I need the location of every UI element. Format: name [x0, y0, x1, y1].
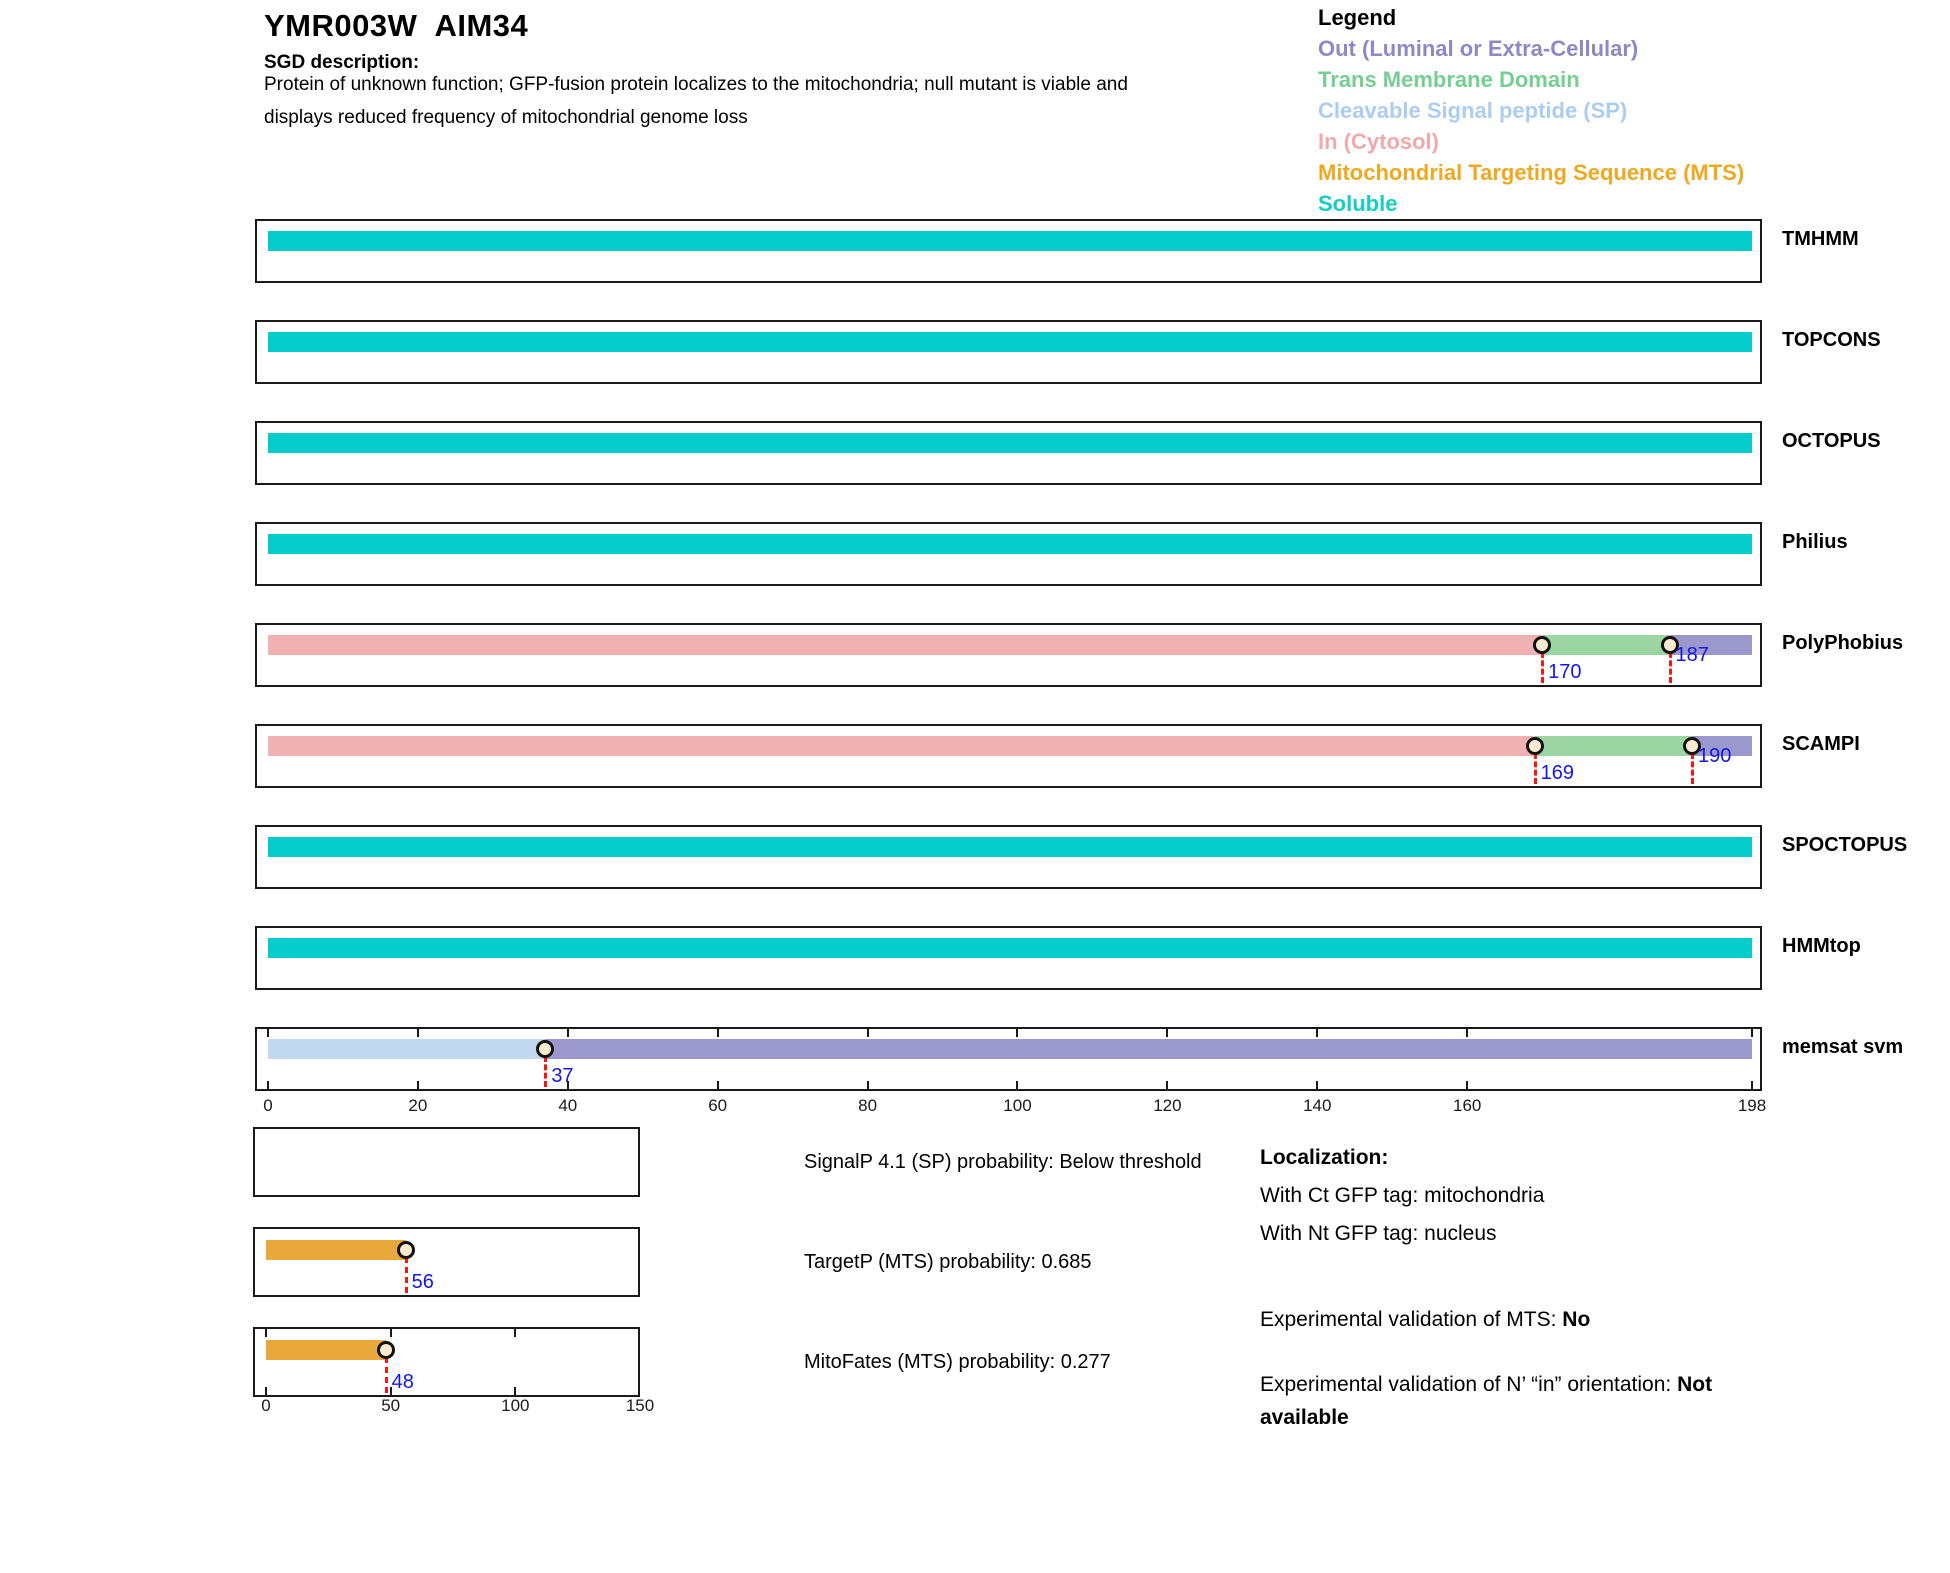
track-spoctopus-segment-soluble: [268, 837, 1752, 857]
mitofates-probability-label: MitoFates (MTS) probability: 0.277: [804, 1351, 1111, 1373]
track-box-octopus: [255, 421, 1762, 485]
track-hmmtop-segment-soluble: [268, 938, 1752, 958]
track-label-scampi: SCAMPI: [1782, 733, 1860, 755]
track-polyphobius-boundary-line: [1541, 652, 1544, 683]
mitofates-position-label: 48: [391, 1371, 414, 1393]
track-memsat-svm-axis-tick: [1751, 1029, 1753, 1037]
mitofates-axis-tick: [514, 1387, 516, 1395]
mitofates-bar: [266, 1340, 386, 1360]
legend-item-in-cytosol: In (Cytosol): [1318, 129, 1439, 154]
track-memsat-svm-axis-tick: [867, 1081, 869, 1089]
track-scampi-position-label: 169: [1540, 762, 1575, 784]
legend-item-signal-peptide: Cleavable Signal peptide (SP): [1318, 98, 1628, 123]
residue-axis-tick-label: 120: [1153, 1096, 1182, 1115]
mitofates-boundary-line: [385, 1357, 388, 1393]
track-memsat-svm-axis-tick: [1751, 1081, 1753, 1089]
track-label-topcons: TOPCONS: [1782, 329, 1881, 351]
track-polyphobius-boundary-line: [1669, 652, 1672, 683]
track-polyphobius-position-label: 187: [1675, 644, 1709, 666]
probability-axis-tick-label: 150: [625, 1396, 655, 1415]
track-label-spoctopus: SPOCTOPUS: [1782, 834, 1908, 856]
mitofates-axis-tick: [514, 1329, 516, 1337]
track-topcons-segment-soluble: [268, 332, 1752, 352]
mitofates-boundary-marker: [377, 1341, 395, 1359]
residue-axis-tick-label: 160: [1453, 1096, 1482, 1115]
track-box-memsat-svm: [255, 1027, 1762, 1091]
legend-item-out: Out (Luminal or Extra-Cellular): [1318, 36, 1639, 61]
track-label-tmhmm: TMHMM: [1782, 228, 1859, 250]
track-scampi-segment-tm: [1535, 736, 1692, 756]
targetp-boundary-marker: [397, 1241, 415, 1259]
track-polyphobius-segment-in: [268, 635, 1542, 655]
track-memsat-svm-axis-tick: [1016, 1029, 1018, 1037]
track-memsat-svm-axis-tick: [267, 1081, 269, 1089]
residue-axis-tick-label: 100: [1003, 1096, 1032, 1115]
orientation-validation-prefix: Experimental validation of N’ “in” orientation:: [1260, 1373, 1678, 1396]
targetp-box: [253, 1227, 640, 1297]
track-box-hmmtop: [255, 926, 1762, 990]
track-label-hmmtop: HMMtop: [1782, 935, 1861, 957]
residue-axis-tick-label: 0: [263, 1096, 273, 1115]
track-label-polyphobius: PolyPhobius: [1782, 632, 1904, 654]
mts-validation-value: No: [1562, 1308, 1591, 1331]
mts-validation-prefix: Experimental validation of MTS:: [1260, 1308, 1563, 1331]
localization-nt-line: With Nt GFP tag: nucleus: [1260, 1222, 1497, 1245]
track-memsat-svm-boundary-line: [544, 1056, 547, 1087]
legend-title: Legend: [1318, 5, 1397, 30]
targetp-bar: [266, 1240, 406, 1260]
residue-axis-tick-label: 80: [858, 1096, 878, 1115]
page-title: YMR003W AIM34: [264, 8, 529, 43]
mitofates-box: [253, 1327, 640, 1397]
track-polyphobius-position-label: 170: [1548, 661, 1582, 683]
targetp-position-label: 56: [411, 1271, 434, 1293]
track-label-philius: Philius: [1782, 531, 1848, 553]
targetp-probability-label: TargetP (MTS) probability: 0.685: [804, 1251, 1092, 1273]
track-box-topcons: [255, 320, 1762, 384]
residue-axis-tick-label: 198: [1737, 1096, 1767, 1115]
localization-title: Localization:: [1260, 1146, 1389, 1169]
track-memsat-svm-axis-tick: [717, 1081, 719, 1089]
localization-ct-line: With Ct GFP tag: mitochondria: [1260, 1184, 1545, 1207]
track-tmhmm-segment-soluble: [268, 231, 1752, 251]
track-scampi-boundary-line: [1534, 753, 1537, 784]
track-memsat-svm-axis-tick: [867, 1029, 869, 1037]
sgd-description-line1: Protein of unknown function; GFP-fusion protein localizes to the mitochondria; null mutant is viable and: [264, 74, 1128, 95]
track-label-memsat-svm: memsat svm: [1782, 1036, 1904, 1058]
track-scampi-boundary-line: [1691, 753, 1694, 784]
mitofates-axis-tick: [265, 1387, 267, 1395]
legend-item-mts: Mitochondrial Targeting Sequence (MTS): [1318, 160, 1745, 185]
residue-axis-tick-label: 140: [1303, 1096, 1332, 1115]
signalp-probability-label: SignalP 4.1 (SP) probability: Below threshold: [804, 1151, 1202, 1173]
track-memsat-svm-axis-tick: [1466, 1029, 1468, 1037]
probability-axis-tick-label: 0: [261, 1396, 271, 1415]
track-polyphobius-segment-tm: [1542, 635, 1669, 655]
track-memsat-svm-axis-tick: [717, 1029, 719, 1037]
legend-item-trans-membrane: Trans Membrane Domain: [1318, 67, 1580, 92]
track-memsat-svm-axis-tick: [1016, 1081, 1018, 1089]
mitofates-axis-tick: [390, 1329, 392, 1337]
track-memsat-svm-segment-sp: [268, 1039, 545, 1059]
track-memsat-svm-segment-out: [545, 1039, 1752, 1059]
track-scampi-boundary-marker: [1526, 737, 1544, 755]
residue-axis-tick-label: 40: [558, 1096, 578, 1115]
sgd-description-line2: displays reduced frequency of mitochondrial genome loss: [264, 107, 748, 128]
track-memsat-svm-axis-tick: [267, 1029, 269, 1037]
track-scampi-position-label: 190: [1698, 745, 1732, 767]
signalp-box: [253, 1127, 640, 1197]
track-memsat-svm-axis-tick: [1166, 1029, 1168, 1037]
targetp-boundary-line: [405, 1257, 408, 1293]
track-memsat-svm-axis-tick: [1466, 1081, 1468, 1089]
track-box-tmhmm: [255, 219, 1762, 283]
track-memsat-svm-axis-tick: [1166, 1081, 1168, 1089]
orientation-validation-value: Not available: [1260, 1373, 1713, 1429]
residue-axis-tick-label: 60: [708, 1096, 728, 1115]
track-octopus-segment-soluble: [268, 433, 1752, 453]
mts-validation-line: [1260, 1308, 1590, 1332]
track-memsat-svm-axis-tick: [1316, 1081, 1318, 1089]
mitofates-axis-tick: [265, 1329, 267, 1337]
track-scampi-segment-in: [268, 736, 1535, 756]
probability-axis-tick-label: 50: [381, 1396, 401, 1415]
track-memsat-svm-axis-tick: [567, 1029, 569, 1037]
track-memsat-svm-axis-tick: [417, 1081, 419, 1089]
orientation-validation-line: [1260, 1368, 1740, 1434]
track-box-philius: [255, 522, 1762, 586]
sgd-description-label: SGD description:: [264, 52, 420, 73]
legend: [1318, 2, 1838, 219]
track-philius-segment-soluble: [268, 534, 1752, 554]
legend-item-soluble: Soluble: [1318, 191, 1398, 216]
track-memsat-svm-position-label: 37: [551, 1065, 574, 1087]
track-memsat-svm-axis-tick: [417, 1029, 419, 1037]
track-label-octopus: OCTOPUS: [1782, 430, 1881, 452]
probability-axis-tick-label: 100: [501, 1396, 530, 1415]
track-memsat-svm-axis-tick: [1316, 1029, 1318, 1037]
residue-axis-tick-label: 20: [408, 1096, 428, 1115]
track-box-polyphobius: [255, 623, 1762, 687]
track-box-spoctopus: [255, 825, 1762, 889]
